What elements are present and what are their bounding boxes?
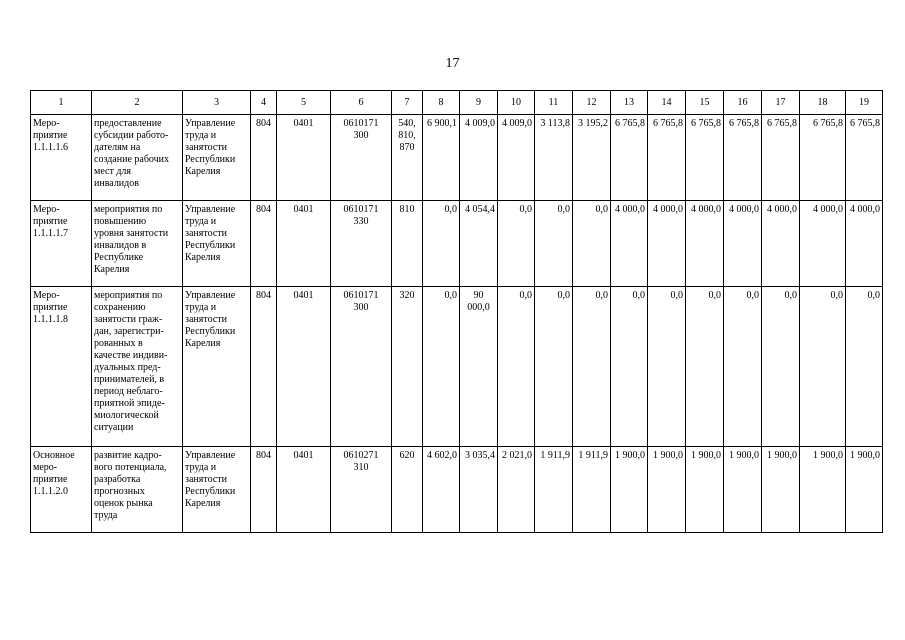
column-header: 18 <box>800 91 846 115</box>
value-cell: 4 000,0 <box>686 201 724 287</box>
value-cell: 1 900,0 <box>762 447 800 533</box>
value-cell: 6 765,8 <box>800 115 846 201</box>
grbs-code: 804 <box>251 287 277 447</box>
section-code: 0401 <box>277 115 331 201</box>
target-article: 0610171 300 <box>331 287 392 447</box>
column-header: 9 <box>460 91 498 115</box>
grbs-code: 804 <box>251 115 277 201</box>
value-cell: 4 000,0 <box>724 201 762 287</box>
target-article: 0610271 310 <box>331 447 392 533</box>
value-cell: 4 009,0 <box>498 115 535 201</box>
column-header: 1 <box>31 91 92 115</box>
column-header: 19 <box>846 91 883 115</box>
measure-code: Меро- приятие 1.1.1.1.6 <box>31 115 92 201</box>
column-header: 7 <box>392 91 423 115</box>
column-header: 10 <box>498 91 535 115</box>
value-cell: 90 000,0 <box>460 287 498 447</box>
value-cell: 3 035,4 <box>460 447 498 533</box>
measure-code: Меро- приятие 1.1.1.1.8 <box>31 287 92 447</box>
column-header: 14 <box>648 91 686 115</box>
table-row <box>31 201 883 287</box>
value-cell: 6 765,8 <box>648 115 686 201</box>
column-header: 15 <box>686 91 724 115</box>
value-cell: 1 900,0 <box>800 447 846 533</box>
table-row <box>31 287 883 447</box>
column-header: 3 <box>183 91 251 115</box>
value-cell: 4 000,0 <box>846 201 883 287</box>
grbs-code: 804 <box>251 447 277 533</box>
value-cell: 6 765,8 <box>611 115 648 201</box>
expense-type: 810 <box>392 201 423 287</box>
grbs-code: 804 <box>251 201 277 287</box>
value-cell: 6 900,1 <box>423 115 460 201</box>
expense-type: 320 <box>392 287 423 447</box>
value-cell: 4 054,4 <box>460 201 498 287</box>
value-cell: 0,0 <box>686 287 724 447</box>
column-header: 8 <box>423 91 460 115</box>
value-cell: 0,0 <box>498 201 535 287</box>
value-cell: 1 900,0 <box>724 447 762 533</box>
measure-code: Основное меро- приятие 1.1.1.2.0 <box>31 447 92 533</box>
table-row <box>31 447 883 533</box>
executor: Управление труда и занятости Республики Карелия <box>183 201 251 287</box>
value-cell: 0,0 <box>573 201 611 287</box>
value-cell: 1 900,0 <box>611 447 648 533</box>
value-cell: 0,0 <box>423 201 460 287</box>
section-code: 0401 <box>277 287 331 447</box>
value-cell: 0,0 <box>423 287 460 447</box>
value-cell: 0,0 <box>611 287 648 447</box>
executor: Управление труда и занятости Республики Карелия <box>183 115 251 201</box>
value-cell: 0,0 <box>535 201 573 287</box>
target-article: 0610171 330 <box>331 201 392 287</box>
measure-name: мероприятия по сохранению занятости граж- дан, зарегистри- рованных в качестве индиви- дуальных пред- принимателей, в период неблаго- приятной эпиде- миологической ситуации <box>92 287 183 447</box>
value-cell: 0,0 <box>724 287 762 447</box>
table-row <box>31 115 883 201</box>
column-header: 16 <box>724 91 762 115</box>
column-header: 4 <box>251 91 277 115</box>
expense-type: 540, 810, 870 <box>392 115 423 201</box>
table-header-row <box>31 91 883 115</box>
value-cell: 4 000,0 <box>611 201 648 287</box>
value-cell: 0,0 <box>535 287 573 447</box>
value-cell: 6 765,8 <box>846 115 883 201</box>
value-cell: 6 765,8 <box>762 115 800 201</box>
value-cell: 1 900,0 <box>648 447 686 533</box>
value-cell: 6 765,8 <box>724 115 762 201</box>
executor: Управление труда и занятости Республики Карелия <box>183 447 251 533</box>
value-cell: 0,0 <box>762 287 800 447</box>
value-cell: 0,0 <box>498 287 535 447</box>
measure-code: Меро- приятие 1.1.1.1.7 <box>31 201 92 287</box>
section-code: 0401 <box>277 447 331 533</box>
measure-name: мероприятия по повышению уровня занятости инвалидов в Республике Карелия <box>92 201 183 287</box>
measure-name: развитие кадро- вого потенциала, разработка прогнозных оценок рынка труда <box>92 447 183 533</box>
value-cell: 6 765,8 <box>686 115 724 201</box>
column-header: 17 <box>762 91 800 115</box>
column-header: 5 <box>277 91 331 115</box>
value-cell: 4 009,0 <box>460 115 498 201</box>
value-cell: 3 195,2 <box>573 115 611 201</box>
page-number: 17 <box>445 56 460 71</box>
section-code: 0401 <box>277 201 331 287</box>
measure-name: предоставление субсидии работо- дателям на создание рабочих мест для инвалидов <box>92 115 183 201</box>
value-cell: 1 911,9 <box>573 447 611 533</box>
target-article: 0610171 300 <box>331 115 392 201</box>
executor: Управление труда и занятости Республики Карелия <box>183 287 251 447</box>
value-cell: 4 000,0 <box>648 201 686 287</box>
value-cell: 3 113,8 <box>535 115 573 201</box>
value-cell: 2 021,0 <box>498 447 535 533</box>
value-cell: 0,0 <box>800 287 846 447</box>
value-cell: 1 911,9 <box>535 447 573 533</box>
value-cell: 4 000,0 <box>800 201 846 287</box>
value-cell: 0,0 <box>648 287 686 447</box>
column-header: 12 <box>573 91 611 115</box>
column-header: 13 <box>611 91 648 115</box>
value-cell: 0,0 <box>573 287 611 447</box>
expense-type: 620 <box>392 447 423 533</box>
value-cell: 4 602,0 <box>423 447 460 533</box>
budget-table <box>30 90 883 533</box>
column-header: 11 <box>535 91 573 115</box>
value-cell: 4 000,0 <box>762 201 800 287</box>
value-cell: 1 900,0 <box>846 447 883 533</box>
column-header: 2 <box>92 91 183 115</box>
column-header: 6 <box>331 91 392 115</box>
value-cell: 0,0 <box>846 287 883 447</box>
value-cell: 1 900,0 <box>686 447 724 533</box>
